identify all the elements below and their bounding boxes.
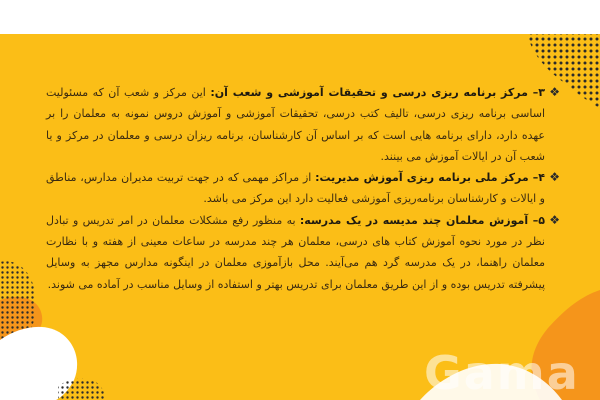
diamond-dots-icon: ❖ bbox=[549, 212, 560, 227]
item-body: این مرکز و شعب آن که مسئولیت اساسی برنامه ریزی درسی، تالیف کتب درسی، تحقیقات آموزشی و آموزش دروس نمونه به معلمان را بر عهده دارد، دارای برنامه هایی است که بر اساس آن کارشناسان، برنامه ریزان درسی و معلمان در مرکز و یا شعب آن در ایالات آموزش می بینند. bbox=[46, 86, 545, 163]
item-body: به منظور رفع مشکلات معلمان در امر تدریس و تبادل نظر در مورد نحوه آموزش کتاب های درسی، معلمان هر چند مدرسه در ساعات معینی از هفته و با نظارت معلمان راهنما، در یک مدرسه گرد هم می‌آیند. محل بازآموزی معلمان در اینگونه مدارس مجهز به وسایل پیشرفته تدریس بوده و از این طریق معلمان برای تدریس بهتر و استفاده از وسایل مناسب در آماده می شوند. bbox=[46, 213, 545, 291]
diamond-dots-icon: ❖ bbox=[549, 170, 560, 185]
item-body: از مراکز مهمی که در جهت تربیت مدیران مدارس، مناطق و ایالات و کارشناسان برنامه‌ریزی آموزشی فعالیت دارد این مرکز می باشد. bbox=[46, 171, 545, 206]
diamond-dots-icon: ❖ bbox=[549, 85, 560, 99]
item-heading: ۵– آموزش معلمان چند مدیسه در یک مدرسه: bbox=[299, 213, 545, 227]
item-heading: ۴– مرکز ملی برنامه ریزی آموزش مدیریت: bbox=[315, 171, 545, 185]
list-item bbox=[46, 210, 558, 295]
watermark: Gama bbox=[424, 346, 580, 400]
list-item bbox=[46, 82, 558, 167]
item-heading: ۳– مرکز برنامه ریزی درسی و تحقیقات آموزشی و شعب آن: bbox=[210, 86, 545, 99]
list-item bbox=[46, 167, 558, 210]
text-content bbox=[46, 82, 558, 295]
